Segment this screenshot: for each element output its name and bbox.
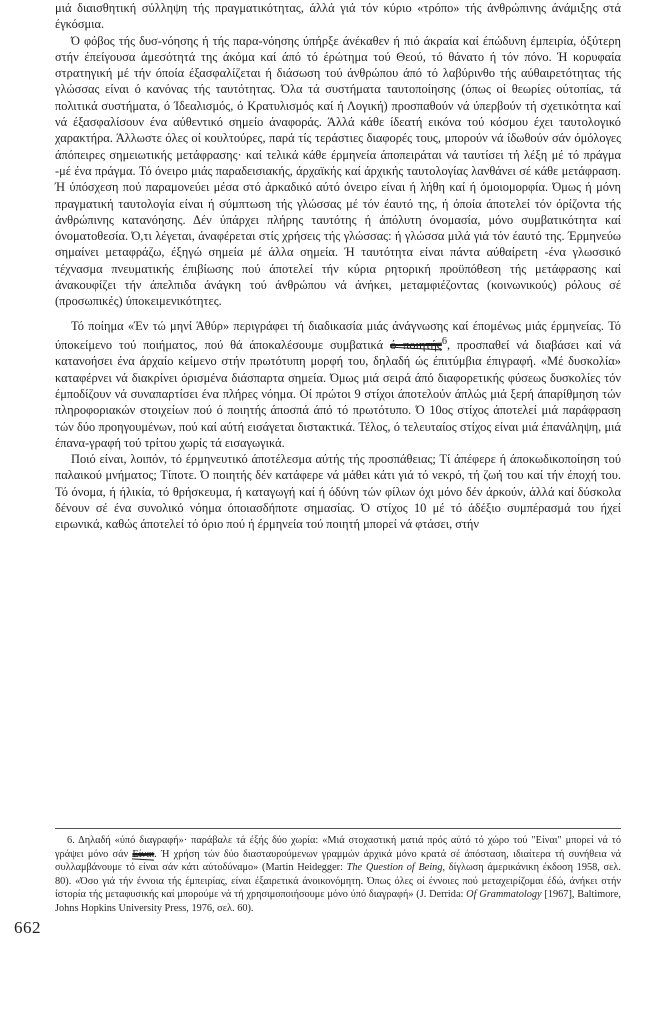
footnote-struck-term: Είναι bbox=[132, 848, 155, 860]
paragraph-1: μιά διαισθητική σύλληψη τής πραγματικότητας, άλλά γιά τόν κύριο «τρόπο» τής άνθρώπινης άνάμιξης στά έγκόσμια. bbox=[55, 1, 621, 32]
footnote-work-heidegger: The Question of Being bbox=[346, 862, 443, 874]
footnotes bbox=[55, 834, 621, 916]
footnote-marker: 6 bbox=[441, 335, 447, 347]
footnote-6: 6. Δηλαδή «ύπό διαγραφή»· παράβαλε τά έξής δύο χωρία: «Μιά στοχαστική ματιά πρός αύτό τό χώρο τού "Είναι" μπορεί νά τό γράψει μόνο σάν Είναι. Ή χρήση τών δύο διασταυρούμενων γραμμών άρχικά μόνο κρατά σέ άπόσταση, ιδιαίτερα τή συνήθεια νά συλλαμβάνουμε τό είναι σάν κάτι αύτοδύναμο» (Martin Heidegger: The Question of Being, δίγλωση άμερικάνικη έκδοση 1958, σελ. 80). «Όσο γιά τήν έννοια τής έμπειρίας, είναι έξαιρετικά άνοικονόμητη. Όπως όλες οί έννοιες πού μεταχειρίζομαι έδώ, άνήκει στήν ίστορία τής μεταφυσικής καί μπορούμε νά τή χρησιμοποιήσουμε μόνο ύπό διαγραφή» (J. Derrida: Of Grammatology [1967], Baltimore, Johns Hopkins University Press, 1976, σελ. 60). bbox=[55, 835, 622, 914]
footnote-text-start: Δηλαδή «ύπό διαγραφή»· παράβαλε τά έξής δύο χωρία: «Μιά στοχαστική ματιά πρός αύτό τό χώρο τού "Είναι" μπορεί νά τό γράψει μόνο σάν bbox=[55, 835, 621, 860]
paragraph-3 bbox=[55, 318, 621, 452]
footnote-text-end: [1967], Baltimore, Johns Hopkins University Press, 1976, σελ. 60). bbox=[55, 889, 621, 914]
paragraph-4: Ποιό είναι, λοιπόν, τό έρμηνευτικό άποτέλεσμα αύτής τής προσπάθειας; Τί άπέφερε ή άποκωδικοποίηση τού παλαικού μνήματος; Τίποτε. Ό ποιητής δέν κατάφερε νά μάθει κάτι γιά τό νεκρό, τή ζωή του καί τήν έποχή του. Τό όνομα, ή ήλικία, τό θρήσκευμα, ή καταγωγή καί ή όδύνη τών φίλων όχι μόνο δέν άρκούν, άλλά καί δύσκολα δένουν σέ ένα συνολικό νόημα όποιασδήποτε σημασίας. Ό στίχος 10 μέ τό άδέξιο συμπέρασμά του ήχεί ειρωνικά, καθώς άποτελεί τό όριο πού ή έρμηνεία τού ποιητή μπορεί νά φτάσει, στήν bbox=[55, 452, 621, 532]
paragraph-3-rest: , προσπαθεί νά διαβάσει καί νά κατανοήσει ένα άρχαίο κείμενο στήν πρωτότυπη μορφή του, δηλαδή ώς έπιτύμβια έπιγραφή. «Μέ δυσκολία» καταφέρνει νά διακρίνει όρισμένα διάσπαρτα σημεία. Όμως μιά σειρά άπό διαφορετικής φύσεως δυσκολίες τόν έμποδίζουν νά συναπαρτίσει ένα πλήρες νόημα. Οί πρώτοι 9 στίχοι άποτελούν άπλώς μιά ξερή άπαρίθμηση τών πληροφοριακών στοιχείων πού ό ποιητής άποσπά άπό τό πρωτότυπο. Ό 10ος στίχος άποτελεί μιά παράφραση τών δύο προηγουμένων, πού καί αύτή εισάγεται διστακτικά. Τέλος, ό τελευταίος στίχος είναι μιά έπανάληψη, μιά έπανα-γραφή τού τρίτου χωρίς τά εισαγωγικά. bbox=[55, 338, 621, 450]
footnote-divider bbox=[55, 828, 621, 829]
main-text bbox=[55, 0, 621, 533]
footnote-work-derrida: Of Grammatology bbox=[466, 889, 542, 901]
paragraph-2: Ό φόβος τής δυσ-νόησης ή τής παρα-νόησης ύπήρξε άνέκαθεν ή πιό άκραία καί έπώδυνη έμπειρία, όξύτερη στήν έπείγουσα άμεσότητά της άκόμα καί άπό τό έρώτημα τού Θεού, τό θάνατο ή τόν πόνο. Ή κορυφαία στρατηγική μέ τήν όποία έξασφαλίζεται ή διάσωση τού άνθρώπου άπό τό λαβύρινθο τής αύθαιρετότητας τής γλώσσας είναι ό κανόνας τής ταυτότητας. Όλα τά συστήματα ταυτοποίησης (όπως οί θεωρίες ούτοπίας, τά πολιτικά συστήματα, ό Ίδεαλισμός, ό Κρατυλισμός καί ή Λογική) προσπαθούν νά ύπερβούν τή σχετικότητα καί νά έξασφαλίσουν ένα αύθεντικό σημείο άναφοράς. Άλλά κάθε ίδεατή εικόνα τού κόσμου έχει ταυτολογικό χαρακτήρα. Άλλωστε όλες οί κουλτούρες, παρά τίς τεράστιες διαφορές τους, μπορούν νά ίδωθούν σάν όμόλογες άπόπειρες σημειωτικής μετάφρασης· καί τελικά κάθε έρμηνεία άποπειράται νά ταυτίσει τή λέξη μέ τό πράγμα -μέ ένα πράγμα. Τό όνειρο μιάς παραδεισιακής, άρχαϊκής καί άρχικής ταυτολογίας λανθάνει σέ κάθε μετάφραση. Ή ύπόσχεση πού παραμονεύει μέσα στό άρκαδικό αύτό όνειρο είναι ή λήθη καί ή όμοιομορφία. Όμως ή μόνη πραγματική ταυτολογία είναι ή σύμπτωση τής γλώσσας μέ τόν έαυτό της, ή όποία άποτελεί τόν όρίζοντα τής άνθρώπινης κατανόησης. Δέν ύπάρχει πλήρης ταυτότης ή άπόλυτη όνομασία, μόνο συμβατικότητα καί όνοματοθεσία. Ό,τι λέγεται, άναφέρεται στίς χρήσεις τής γλώσσας: ή γλώσσα μιλά γιά τόν έαυτό της. Έρμηνεύω σημαίνει μεταφράζω, έξηγώ σημεία μέ άλλα σημεία. Ή ταυτότητα είναι πάντα αύθαίρετη -ένα γλωσσικό τέχνασμα πνευματικής έπιβίωσης πού άποτελεί τήν κύρια ρητορική προϋπόθεση τής μετάφρασης καί άνακουφίζει τήν άπελπιδα άνάγκη τού άνθρώπου νά άνήκει, μεταμφιέζοντας (κοινωνικούς) ρόλους σέ (προσωπικές) ύποκειμενικότητες. bbox=[55, 33, 621, 309]
footnote-text-middle: , δίγλωση άμερικάνικη έκδοση 1958, σελ. 80). «Όσο γιά τήν έννοια τής έμπειρίας, είναι έξαιρετικά άνοικονόμητη. Όπως όλες οί έννοιες πού μεταχειρίζομαι έδώ, άνήκει στήν ίστορία τής μεταφυσικής καί μπορούμε νά τή χρησιμοποιήσουμε μόνο ύπό διαγραφή» (J. Derrida: bbox=[55, 862, 621, 901]
struck-term: ό ποιητής bbox=[390, 338, 442, 353]
footnote-text-after: . Ή χρήση τών δύο διασταυρούμενων γραμμών άρχικά μόνο κρατά σέ άπόσταση, ιδιαίτερα τή συνήθεια νά συλλαμβάνουμε τό είναι σάν κάτι αύτοδύναμο» (Martin Heidegger: bbox=[55, 848, 622, 874]
footnote-number: 6 bbox=[67, 835, 73, 846]
paragraph-3-start: Τό ποίημα «Έν τώ μηνί Άθύρ» περιγράφει τή διαδικασία μιάς άνάγνωσης καί έπομένως μιάς έρμηνείας. Τό ύποκείμενο τού ποιήματος, πού θά άποκαλέσουμε συμβατικά bbox=[55, 318, 621, 353]
page-number: 662 bbox=[14, 918, 41, 937]
